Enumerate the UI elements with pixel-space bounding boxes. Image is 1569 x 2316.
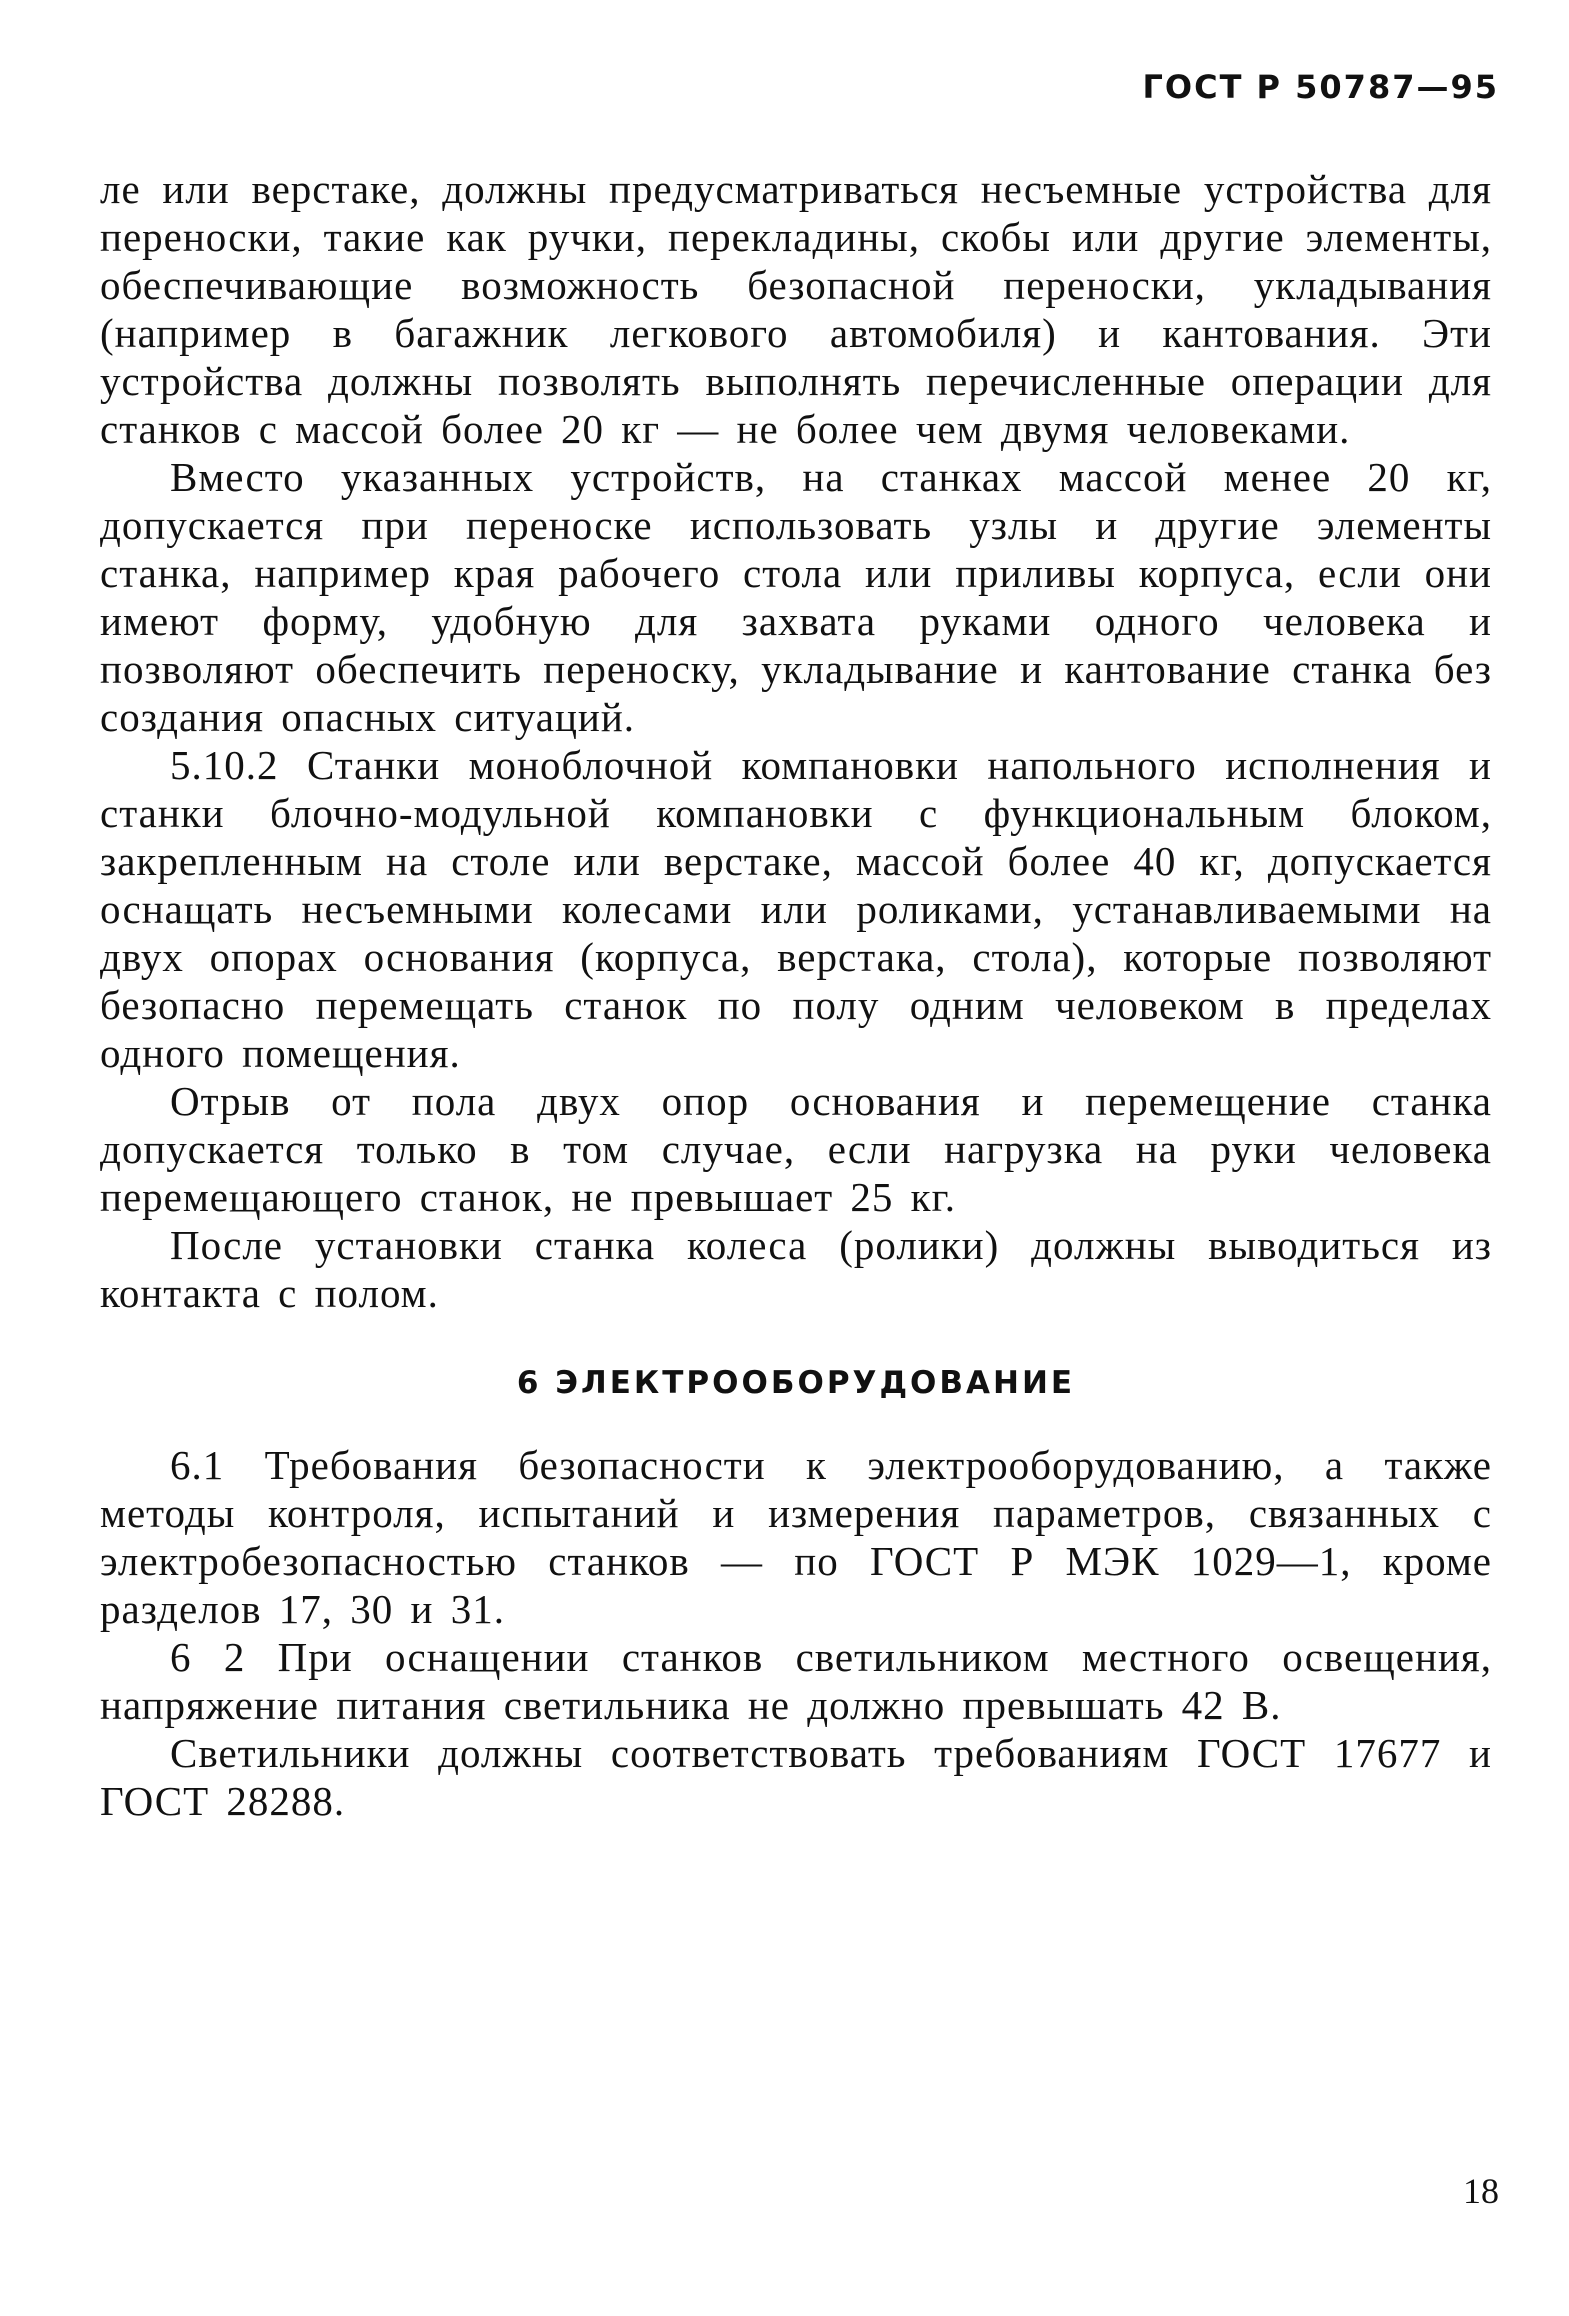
document-body <box>100 165 1492 1825</box>
page-header-standard-code: ГОСТ Р 50787—95 <box>1142 68 1499 106</box>
paragraph-continuation: ле или верстаке, должны предусматриваться несъемные устройства для переноски, такие как ручки, перекладины, скобы или другие элементы, обеспечивающие возможность безопасной переноски, укладывания (например в багажник легкового автомобиля) и кантования. Эти устройства должны позволять выполнять перечисленные операции для станков с массой более 20 кг — не более чем двумя человеками. <box>100 166 1492 452</box>
paragraph-lamps-standards: Светильники должны соответствовать требованиям ГОСТ 17677 и ГОСТ 28288. <box>100 1730 1492 1824</box>
paragraph-light-machines: Вместо указанных устройств, на станках массой менее 20 кг, допускается при переноске использовать узлы и другие элементы станка, например края рабочего стола или приливы корпуса, если они имеют форму, удобную для захвата руками одного человека и позволяют обеспечить переноску, укладывание и кантование станка без создания опасных ситуаций. <box>100 454 1492 740</box>
paragraph-6-2: 6 2 При оснащении станков светильником местного освещения, напряжение питания светильника не должно превышать 42 В. <box>100 1634 1492 1728</box>
paragraph-6-1: 6.1 Требования безопасности к электрооборудованию, а также методы контроля, испытаний и измерения параметров, связанных с электробезопасностью станков — по ГОСТ Р МЭК 1029—1, кроме разделов 17, 30 и 31. <box>100 1442 1492 1632</box>
page-number: 18 <box>1463 2171 1499 2211</box>
paragraph-lifting-supports: Отрыв от пола двух опор основания и перемещение станка допускается только в том случае, если нагрузка на руки человека перемещающего станок, не превышает 25 кг. <box>100 1078 1492 1220</box>
paragraph-5-10-2: 5.10.2 Станки моноблочной компановки напольного исполнения и станки блочно-модульной компановки с функциональным блоком, закрепленным на столе или верстаке, массой более 40 кг, допускается оснащать несъемными колесами или роликами, устанавливаемыми на двух опорах основания (корпуса, верстака, стола), которые позволяют безопасно перемещать станок по полу одним человеком в пределах одного помещения. <box>100 742 1492 1076</box>
paragraph-wheels-contact: После установки станка колеса (ролики) должны выводиться из контакта с полом. <box>100 1222 1492 1316</box>
section-heading-electrical: 6 ЭЛЕКТРООБОРУДОВАНИЕ <box>516 1365 1076 1401</box>
